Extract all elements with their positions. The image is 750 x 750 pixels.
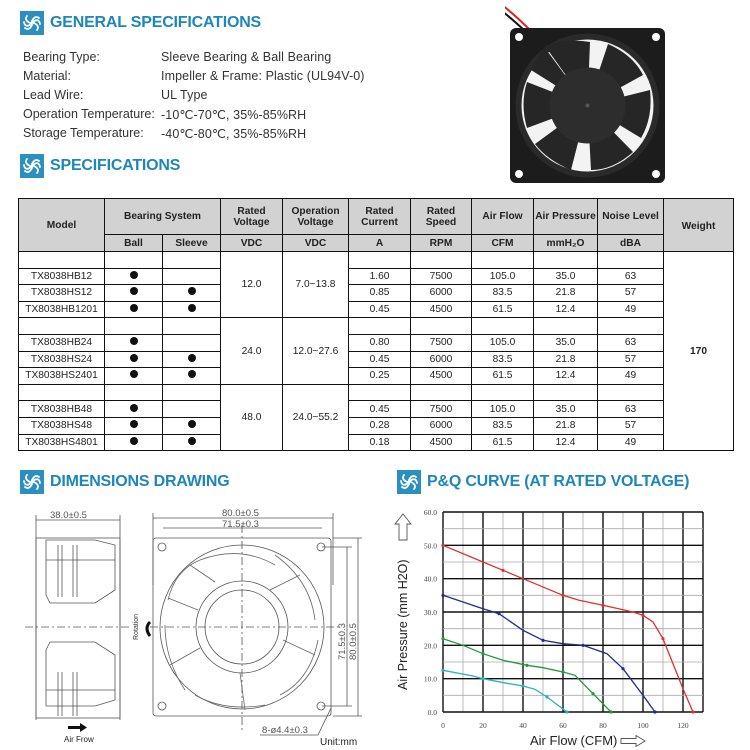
data-point-marker	[481, 652, 484, 655]
noise-cell: 63	[598, 268, 664, 285]
col-header-air-pressure: Air Pressure	[534, 199, 598, 235]
col-header-weight	[664, 199, 734, 252]
ball-cell	[105, 368, 163, 385]
table-row	[19, 434, 734, 451]
dim-depth: 38.0±0.5	[50, 510, 87, 521]
cell	[19, 384, 105, 401]
bullet-dot-icon	[130, 370, 138, 378]
spec-label: Operation Temperature:	[23, 107, 155, 122]
data-point-marker	[501, 569, 504, 572]
weight-title: Weight	[681, 220, 716, 232]
data-point-marker	[691, 710, 694, 713]
pressure-cell: 12.4	[534, 368, 598, 385]
y-tick-label: 10.0	[423, 674, 437, 684]
col-header-model: Model	[19, 199, 105, 252]
col-header-noise-level: Noise Level	[598, 199, 664, 235]
cell	[349, 384, 411, 401]
cell	[19, 252, 105, 269]
speed-cell: 7500	[411, 268, 472, 285]
cell	[472, 252, 534, 269]
table-row	[19, 417, 734, 434]
spec-label: Bearing Type:	[23, 49, 100, 64]
cell	[472, 384, 534, 401]
pressure-cell: 21.8	[534, 285, 598, 302]
cell	[349, 318, 411, 335]
flow-cell: 61.5	[472, 434, 534, 451]
unit-air-flow: CFM	[472, 235, 534, 252]
dim-width-hole: 71.5±0.3	[222, 519, 259, 530]
data-point-marker	[441, 544, 444, 547]
rotation-label: Rotation	[133, 613, 140, 640]
speed-cell: 6000	[411, 417, 472, 434]
col-header-sleeve: Sleeve	[163, 235, 221, 252]
data-point-marker	[561, 594, 564, 597]
spec-value: Sleeve Bearing & Ball Bearing	[161, 49, 332, 64]
data-point-marker	[661, 637, 664, 640]
section-title-dimensions: DIMENSIONS DRAWING	[50, 473, 230, 490]
ball-cell	[105, 301, 163, 318]
pressure-cell: 35.0	[534, 401, 598, 418]
sleeve-cell	[163, 417, 221, 434]
pressure-cell: 35.0	[534, 268, 598, 285]
speed-cell: 4500	[411, 301, 472, 318]
ball-cell	[105, 434, 163, 451]
ball-cell	[105, 417, 163, 434]
sleeve-cell	[163, 301, 221, 318]
model-cell: TX8038HS12	[19, 285, 105, 302]
sleeve-cell	[163, 285, 221, 302]
ball-cell	[105, 401, 163, 418]
cell	[534, 384, 598, 401]
sleeve-cell	[163, 268, 221, 285]
noise-cell: 63	[598, 334, 664, 351]
data-point-marker	[441, 594, 444, 597]
cell	[472, 318, 534, 335]
current-cell: 0.18	[349, 434, 411, 451]
spacer-row	[19, 318, 734, 335]
data-point-marker	[521, 684, 524, 687]
pressure-cell: 21.8	[534, 351, 598, 368]
current-cell: 0.45	[349, 351, 411, 368]
pressure-cell: 35.0	[534, 334, 598, 351]
col-header-rated-speed: Rated Speed	[411, 199, 472, 235]
bullet-dot-icon	[130, 304, 138, 312]
model-cell: TX8038HB48	[19, 401, 105, 418]
cell	[163, 318, 221, 335]
spec-value: UL Type	[161, 87, 208, 102]
y-tick-label: 30.0	[423, 608, 437, 617]
spec-label: Material:	[23, 68, 71, 83]
bullet-dot-icon	[130, 404, 138, 412]
y-tick-label: 60.0	[423, 508, 437, 517]
table-row	[19, 268, 734, 285]
data-point-marker	[441, 637, 444, 640]
svg-text:Air Pressure (mm H2O): Air Pressure (mm H2O)	[396, 559, 410, 690]
flow-cell: 61.5	[472, 368, 534, 385]
fan-logo-icon	[20, 154, 44, 178]
spec-value: -10℃-70℃, 35%-85%RH	[161, 107, 307, 122]
fan-logo-icon	[20, 11, 44, 35]
model-cell: TX8038HS24	[19, 351, 105, 368]
cell	[598, 252, 664, 269]
data-point-marker	[621, 667, 624, 670]
model-cell: TX8038HB24	[19, 334, 105, 351]
pq-curve-header	[397, 470, 689, 494]
y-tick-label: 20.0	[423, 641, 437, 651]
speed-cell: 7500	[411, 334, 472, 351]
data-point-marker	[541, 639, 544, 642]
x-tick-label: 40	[519, 721, 527, 730]
cell	[105, 318, 163, 335]
general-spec-header	[20, 11, 261, 35]
table-row	[19, 351, 734, 368]
pressure-cell: 21.8	[534, 417, 598, 434]
spec-label: Storage Temperature:	[23, 126, 144, 141]
dim-height-hole: 71.5±0.3	[337, 623, 348, 660]
col-header-rated-voltage: Rated Voltage	[221, 199, 283, 235]
flow-cell: 83.5	[472, 417, 534, 434]
spec-value: -40℃-80℃, 35%-85%RH	[161, 126, 307, 141]
ball-cell	[105, 285, 163, 302]
data-point-marker	[609, 710, 612, 713]
x-tick-label: 60	[559, 721, 567, 730]
sleeve-cell	[163, 368, 221, 385]
cell	[105, 384, 163, 401]
table-row	[19, 401, 734, 418]
rated-voltage-cell: 48.0	[221, 384, 283, 450]
speed-cell: 6000	[411, 351, 472, 368]
spec-table-body	[19, 252, 734, 451]
flow-cell: 83.5	[472, 351, 534, 368]
bullet-dot-icon	[188, 437, 196, 445]
noise-cell: 49	[598, 434, 664, 451]
data-point-marker	[601, 604, 604, 607]
x-tick-label: 120	[677, 721, 689, 730]
dim-width-outer: 80.0±0.5	[222, 508, 259, 519]
data-point-marker	[653, 710, 656, 713]
bullet-dot-icon	[130, 420, 138, 428]
bullet-dot-icon	[188, 287, 196, 295]
dim-holes: 8-ø4.4±0.3	[262, 725, 308, 736]
noise-cell: 57	[598, 417, 664, 434]
general-spec-row	[23, 124, 365, 143]
ball-cell	[105, 268, 163, 285]
bullet-dot-icon	[188, 370, 196, 378]
fan-logo-icon	[20, 470, 44, 494]
airflow-arrow-icon	[68, 723, 87, 732]
col-header-ball: Ball	[105, 235, 163, 252]
general-spec-row	[23, 66, 365, 85]
spec-label: Lead Wire:	[23, 87, 84, 102]
table-row	[19, 334, 734, 351]
data-point-marker	[581, 644, 584, 647]
cell	[598, 318, 664, 335]
ball-cell	[105, 351, 163, 368]
noise-cell: 49	[598, 301, 664, 318]
col-header-rated-current: Rated Current	[349, 199, 411, 235]
noise-cell: 63	[598, 401, 664, 418]
section-title-pq-curve: P&Q CURVE (AT RATED VOLTAGE)	[427, 473, 690, 490]
current-cell: 0.25	[349, 368, 411, 385]
x-axis-label-text: Air Flow (CFM)	[530, 733, 618, 748]
bullet-dot-icon	[130, 271, 138, 279]
cell	[163, 384, 221, 401]
dimensions-drawing	[20, 500, 380, 750]
y-tick-label: 40.0	[423, 574, 437, 584]
rotation-arrow-icon	[147, 622, 150, 636]
dimensions-header	[20, 470, 230, 494]
model-cell: TX8038HS2401	[19, 368, 105, 385]
col-header-air-flow: Air Flow	[472, 199, 534, 235]
table-row	[19, 368, 734, 385]
general-spec-list	[23, 47, 365, 143]
data-point-marker	[641, 614, 644, 617]
bullet-dot-icon	[130, 437, 138, 445]
flow-cell: 83.5	[472, 285, 534, 302]
model-cell: TX8038HB12	[19, 268, 105, 285]
x-tick-label: 20	[479, 721, 487, 730]
current-cell: 1.60	[349, 268, 411, 285]
ball-cell	[105, 334, 163, 351]
curve-line	[443, 670, 567, 712]
spacer-row	[19, 252, 734, 269]
sleeve-cell	[163, 401, 221, 418]
cell	[105, 252, 163, 269]
col-header-operation-voltage: Operation Voltage	[283, 199, 349, 235]
data-point-marker	[591, 692, 594, 695]
up-arrow-icon	[395, 514, 411, 540]
x-axis-label	[530, 733, 646, 748]
y-tick-label: 50.0	[423, 541, 437, 551]
x-tick-label: 80	[599, 721, 607, 730]
unit-rated-speed: RPM	[411, 235, 472, 252]
bullet-dot-icon	[130, 337, 138, 345]
noise-cell: 57	[598, 285, 664, 302]
x-tick-label: 100	[637, 721, 649, 730]
bullet-dot-icon	[130, 287, 138, 295]
noise-cell: 57	[598, 351, 664, 368]
cell	[411, 252, 472, 269]
data-point-marker	[441, 669, 444, 672]
right-arrow-icon	[620, 735, 646, 747]
current-cell: 0.28	[349, 417, 411, 434]
data-point-marker	[525, 664, 528, 667]
speed-cell: 4500	[411, 368, 472, 385]
data-point-marker	[565, 710, 568, 713]
pressure-cell: 12.4	[534, 301, 598, 318]
current-cell: 0.80	[349, 334, 411, 351]
cell	[534, 252, 598, 269]
flow-cell: 105.0	[472, 334, 534, 351]
model-cell: TX8038HS48	[19, 417, 105, 434]
col-header-bearing-system: Bearing System	[105, 199, 221, 235]
section-title-specifications: SPECIFICATIONS	[50, 157, 181, 174]
sleeve-cell	[163, 434, 221, 451]
unit-air-pressure: mmH₂O	[534, 235, 598, 252]
cell	[411, 318, 472, 335]
table-row	[19, 285, 734, 302]
flow-cell: 105.0	[472, 401, 534, 418]
data-point-marker	[561, 670, 564, 673]
rated-voltage-cell: 12.0	[221, 252, 283, 318]
unit-rated-current: A	[349, 235, 411, 252]
fan-logo-icon	[397, 470, 421, 494]
cell	[534, 318, 598, 335]
spec-value: Impeller & Frame: Plastic (UL94V-0)	[161, 68, 365, 83]
cell	[349, 252, 411, 269]
operation-voltage-cell: 12.0~27.6	[283, 318, 349, 384]
y-tick-label: 0.0	[427, 708, 437, 717]
spacer-row	[19, 384, 734, 401]
weight-cell: 170	[664, 252, 734, 451]
section-title-general: GENERAL SPECIFICATIONS	[50, 14, 262, 31]
speed-cell: 7500	[411, 401, 472, 418]
bullet-dot-icon	[188, 354, 196, 362]
pq-curve-chart	[395, 500, 750, 750]
bullet-dot-icon	[130, 354, 138, 362]
unit-operation-voltage: VDC	[283, 235, 349, 252]
rated-voltage-cell: 24.0	[221, 318, 283, 384]
data-point-marker	[545, 695, 548, 698]
unit-label: Unit:mm	[320, 737, 358, 748]
general-spec-row	[23, 105, 365, 124]
bullet-dot-icon	[188, 304, 196, 312]
fan-product-photo	[505, 0, 715, 190]
cell	[19, 318, 105, 335]
flow-cell: 105.0	[472, 268, 534, 285]
model-cell: TX8038HB1201	[19, 301, 105, 318]
y-axis-label	[393, 510, 413, 710]
sleeve-cell	[163, 351, 221, 368]
model-cell: TX8038HS4801	[19, 434, 105, 451]
cell	[163, 252, 221, 269]
noise-cell: 49	[598, 368, 664, 385]
current-cell: 0.85	[349, 285, 411, 302]
table-row	[19, 301, 734, 318]
speed-cell: 4500	[411, 434, 472, 451]
sleeve-cell	[163, 334, 221, 351]
general-spec-row	[23, 47, 365, 66]
current-cell: 0.45	[349, 301, 411, 318]
dim-height-outer: 80.0±0.5	[348, 623, 359, 660]
operation-voltage-cell: 24.0~55.2	[283, 384, 349, 450]
cell	[598, 384, 664, 401]
specifications-header	[20, 154, 180, 178]
bullet-dot-icon	[188, 420, 196, 428]
pressure-cell: 12.4	[534, 434, 598, 451]
general-spec-row	[23, 85, 365, 104]
airflow-label: Air Frow	[64, 735, 94, 744]
data-point-marker	[497, 612, 500, 615]
cell	[411, 384, 472, 401]
operation-voltage-cell: 7.0~13.8	[283, 252, 349, 318]
x-tick-label: 0	[441, 721, 445, 730]
unit-rated-voltage: VDC	[221, 235, 283, 252]
data-point-marker	[481, 677, 484, 680]
flow-cell: 61.5	[472, 301, 534, 318]
unit-noise-level: dBA	[598, 235, 664, 252]
speed-cell: 6000	[411, 285, 472, 302]
current-cell: 0.45	[349, 401, 411, 418]
spec-table	[18, 198, 734, 451]
